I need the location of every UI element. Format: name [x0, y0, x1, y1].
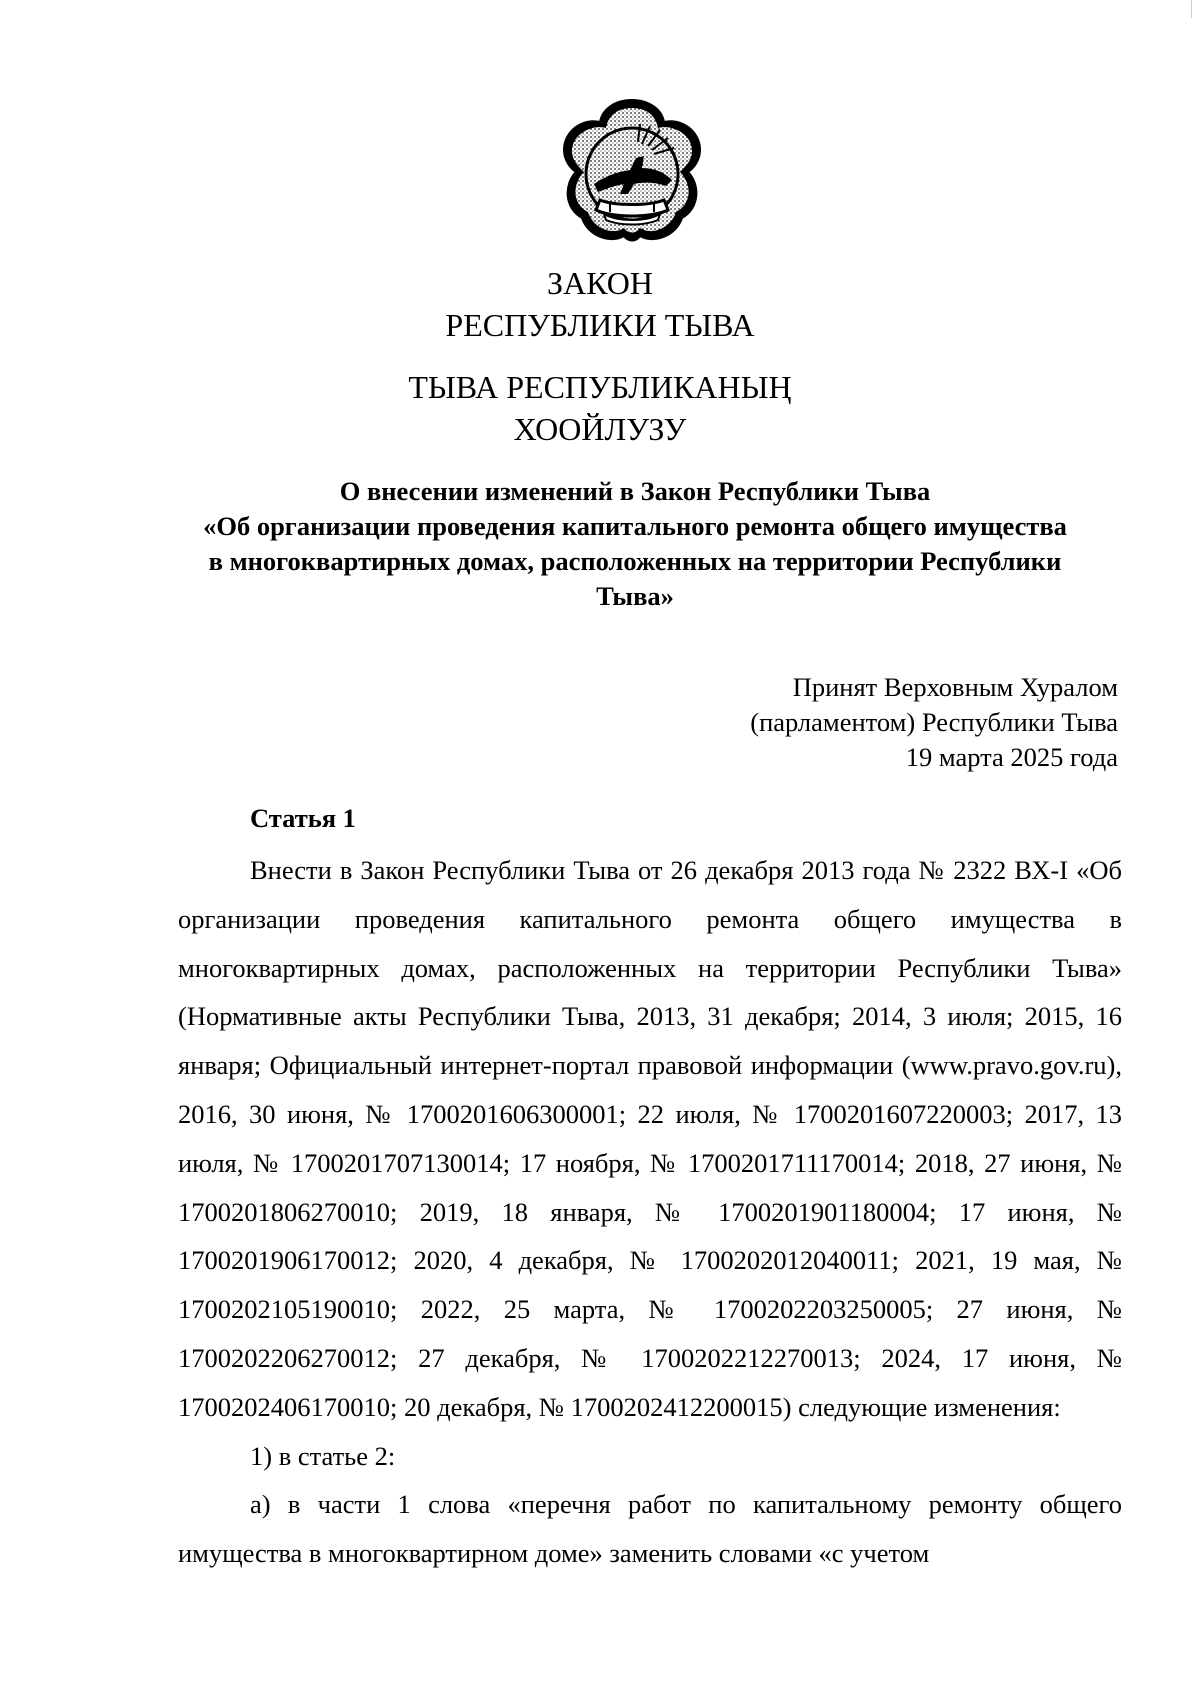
- adoption-note: [750, 670, 1118, 775]
- article-heading: Статья 1: [250, 803, 356, 833]
- law-title-tuvan-word: ХООЙЛУЗУ: [513, 411, 687, 447]
- law-title-russian: [0, 262, 1200, 346]
- article-body: [178, 846, 1122, 1578]
- law-subject-title: [140, 474, 1130, 614]
- subject-line-1: О внесении изменений в Закон Республики Тыва: [339, 476, 931, 506]
- law-title-republic: РЕСПУБЛИКИ ТЫВА: [445, 307, 755, 343]
- coat-of-arms-emblem: [554, 96, 710, 248]
- article-paragraph-1: Внести в Закон Республики Тыва от 26 декабря 2013 года № 2322 ВХ-I «Об организации проведения капитального ремонта общего имущества в многоквартирных домах, расположенных на территории Республики Тыва» (Нормативные акты Республики Тыва, 2013, 31 декабря; 2014, 3 июля; 2015, 16 января; Официальный интернет-портал правовой информации (www.pravo.gov.ru), 2016, 30 июня, № 1700201606300001; 22 июля, № 1700201607220003; 2017, 13 июля, № 1700201707130014; 17 ноября, № 1700201711170014; 2018, 27 июня, № 1700201806270010; 2019, 18 января, № 1700201901180004; 17 июня, № 1700201906170012; 2020, 4 декабря, № 1700202012040011; 2021, 19 мая, № 1700202105190010; 2022, 25 марта, № 1700202203250005; 27 июня, № 1700202206270012; 27 декабря, № 1700202212270013; 2024, 17 июня, № 1700202406170010; 20 декабря, № 1700202412200015) следующие изменения:: [178, 855, 1122, 1422]
- law-title-tuvan-republic: ТЫВА РЕСПУБЛИКАНЫҢ: [408, 369, 792, 405]
- article-item-1: 1) в статье 2:: [250, 1440, 396, 1471]
- law-title-word: ЗАКОН: [547, 265, 653, 301]
- adoption-line-1: Принят Верховным Хуралом: [792, 672, 1118, 702]
- subject-line-4: Тыва»: [596, 581, 674, 611]
- subject-line-2: «Об организации проведения капитального ремонта общего имущества: [203, 511, 1067, 541]
- subject-line-3: в многоквартирных домах, расположенных на территории Республики: [208, 546, 1062, 576]
- article-item-1a: а) в части 1 слова «перечня работ по капитальному ремонту общего имущества в многоквартирном доме» заменить словами «с учетом: [178, 1489, 1122, 1569]
- law-title-tuvan: [0, 366, 1200, 450]
- adoption-line-2: (парламентом) Республики Тыва: [750, 707, 1118, 737]
- adoption-date: 19 марта 2025 года: [905, 742, 1118, 772]
- scan-artifact: [1191, 0, 1192, 18]
